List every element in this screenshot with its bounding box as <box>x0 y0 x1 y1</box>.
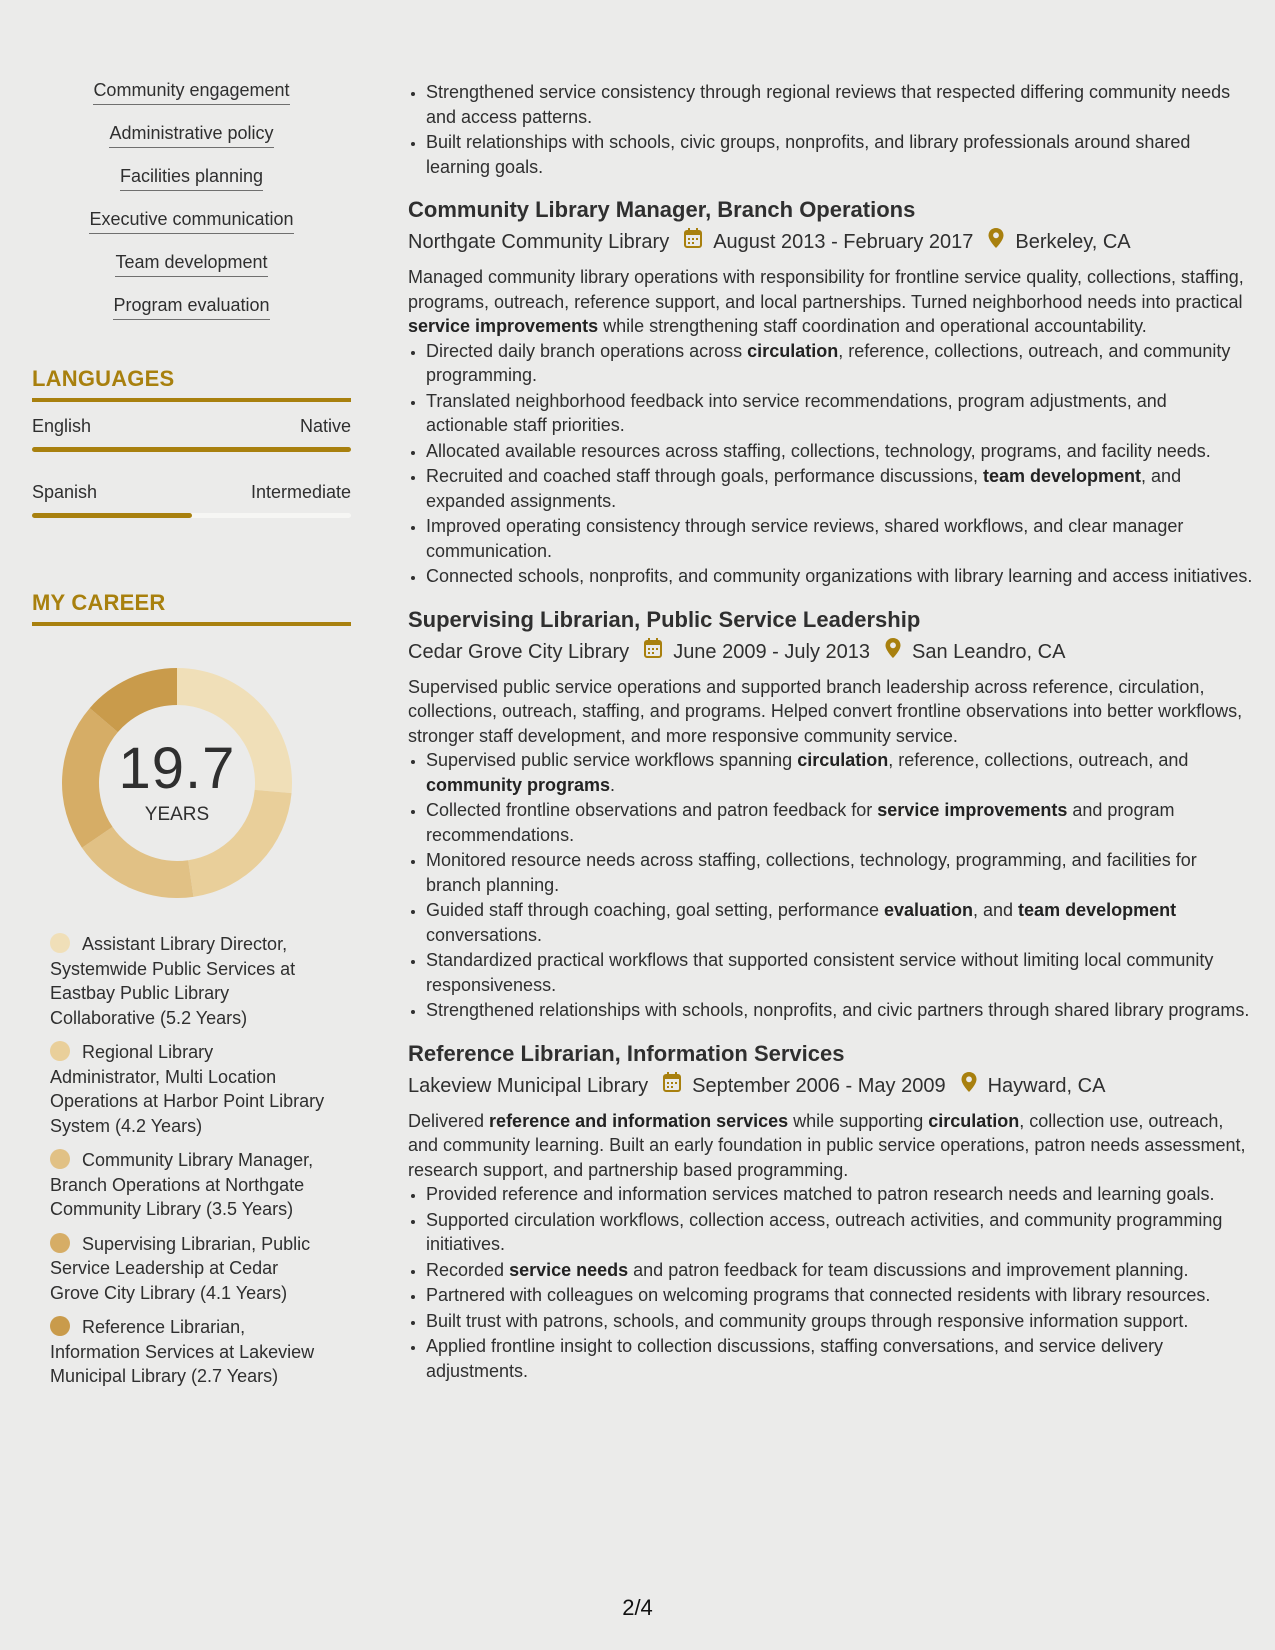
legend-item <box>50 932 325 1030</box>
legend-swatch <box>50 1316 70 1336</box>
bullet-item: • Monitored resource needs across staffing, collections, technology, programming, and facilities for branch planning. <box>426 848 1253 897</box>
location-pin-icon <box>960 1071 978 1101</box>
bullet-item: • Partnered with colleagues on welcoming programs that connected residents with library resources. <box>426 1283 1253 1308</box>
bullet-item: • Built trust with patrons, schools, and community groups through responsive information support. <box>426 1309 1253 1334</box>
job-bullets <box>408 339 1253 589</box>
legend-label: Community Library Manager, Branch Operations at Northgate Community Library (3.5 Years) <box>50 1150 314 1219</box>
bullet-item: • Recruited and coached staff through goals, performance discussions, team development, and expanded assignments. <box>426 464 1253 513</box>
intro-bullets <box>408 80 1253 179</box>
location-pin-icon <box>987 227 1005 257</box>
job-bullets <box>408 748 1253 1023</box>
language-bar <box>32 447 351 452</box>
job-entry <box>408 195 1253 589</box>
calendar-icon <box>683 227 703 257</box>
skill-item <box>32 123 351 148</box>
job-title: Supervising Librarian, Public Service Leadership <box>408 606 921 632</box>
bullet-item: • Strengthened service consistency through regional reviews that respected differing community needs and access patterns. <box>426 80 1253 129</box>
skill-item <box>32 252 351 277</box>
bullet-item: • Directed daily branch operations across circulation, reference, collections, outreach, and community programming. <box>426 339 1253 388</box>
skill-item <box>32 166 351 191</box>
job-title: Community Library Manager, Branch Operations <box>408 197 916 222</box>
bullet-item: • Allocated available resources across staffing, collections, technology, programs, and facility needs. <box>426 439 1253 464</box>
bullet-item: • Supervised public service workflows spanning circulation, reference, collections, outreach, and community programs. <box>426 748 1253 797</box>
job-bullets <box>408 1182 1253 1383</box>
legend-swatch <box>50 1149 70 1169</box>
career-total: 19.7 <box>118 736 236 801</box>
legend-swatch <box>50 1041 70 1061</box>
job-description: Delivered reference and information services while supporting circulation, collection use, outreach, and community learning. Built an early foundation in public service operations, patron needs assessment, research support, and partnership based programming. <box>408 1110 1246 1180</box>
job-location: Hayward, CA <box>987 1074 1106 1097</box>
career-heading: MY CAREER <box>32 590 351 626</box>
legend-label: Reference Librarian, Information Services at Lakeview Municipal Library (2.7 Years) <box>50 1317 315 1386</box>
job-title: Reference Librarian, Information Services <box>408 1040 845 1066</box>
job-dates: September 2006 - May 2009 <box>692 1074 946 1097</box>
legend-item <box>50 1148 325 1222</box>
sidebar <box>32 80 351 1399</box>
skill-label: Facilities planning <box>120 166 263 191</box>
legend-item <box>50 1232 325 1306</box>
job-org: Cedar Grove City Library <box>408 640 630 663</box>
location-pin-icon <box>884 637 902 667</box>
career-unit: YEARS <box>144 804 210 825</box>
career-legend <box>50 932 325 1389</box>
bullet-item: • Guided staff through coaching, goal setting, performance evaluation, and team development conversations. <box>426 898 1253 947</box>
job-description: Supervised public service operations and supported branch leadership across reference, circulation, collections, outreach, staffing, and programs. Helped convert frontline observations into better workflows, stronger staff development, and more responsive community service. <box>408 676 1243 746</box>
language-level: Native <box>299 416 351 436</box>
bullet-item: • Supported circulation workflows, collection access, outreach activities, and community programming initiatives. <box>426 1208 1253 1257</box>
legend-swatch <box>50 1233 70 1253</box>
language-name: English <box>32 416 92 436</box>
bullet-item: • Collected frontline observations and patron feedback for service improvements and program recommendations. <box>426 798 1253 847</box>
legend-label: Assistant Library Director, Systemwide Public Services at Eastbay Public Library Collaborative (5.2 Years) <box>50 934 296 1028</box>
job-location: Berkeley, CA <box>1015 231 1131 253</box>
job-meta <box>408 637 1253 667</box>
job-location: San Leandro, CA <box>912 640 1066 663</box>
bullet-item: • Strengthened relationships with schools, nonprofits, and civic partners through shared library programs. <box>426 998 1253 1023</box>
job-meta <box>408 227 1253 257</box>
skills-list <box>32 80 351 320</box>
language-bar-fill <box>32 513 192 518</box>
skill-label: Program evaluation <box>113 295 269 320</box>
calendar-icon <box>643 637 663 667</box>
calendar-icon <box>662 1071 682 1101</box>
language-item <box>32 482 351 518</box>
skill-item <box>32 209 351 234</box>
bullet-item: • Recorded service needs and patron feedback for team discussions and improvement planning. <box>426 1258 1253 1283</box>
skill-item <box>32 295 351 320</box>
job-dates: August 2013 - February 2017 <box>713 231 974 253</box>
bullet-item: • Standardized practical workflows that supported consistent service without limiting local community responsiveness. <box>426 948 1253 997</box>
language-item <box>32 416 351 452</box>
bullet-item: • Improved operating consistency through service reviews, shared workflows, and clear manager communication. <box>426 514 1253 563</box>
job-meta <box>408 1071 1253 1101</box>
skill-label: Community engagement <box>93 80 289 105</box>
language-bar <box>32 513 351 518</box>
language-bar-fill <box>32 447 351 452</box>
skill-label: Team development <box>115 252 267 277</box>
jobs-list <box>408 195 1253 1383</box>
job-org: Lakeview Municipal Library <box>408 1074 649 1097</box>
bullet-item: • Built relationships with schools, civic groups, nonprofits, and library professionals around shared learning goals. <box>426 130 1253 179</box>
job-description: Managed community library operations with responsibility for frontline service quality, collections, staffing, programs, outreach, reference support, and local partnerships. Turned neighborhood needs into practical service improvements while strengthening staff coordination and operational accountability. <box>408 267 1244 336</box>
skill-label: Administrative policy <box>109 123 273 148</box>
legend-label: Regional Library Administrator, Multi Location Operations at Harbor Point Library System (4.2 Years) <box>50 1042 325 1136</box>
job-dates: June 2009 - July 2013 <box>673 640 870 663</box>
career-donut <box>62 668 292 898</box>
legend-item <box>50 1040 325 1138</box>
legend-swatch <box>50 933 70 953</box>
bullet-item: • Connected schools, nonprofits, and community organizations with library learning and access initiatives. <box>426 564 1253 589</box>
bullet-item: • Provided reference and information services matched to patron research needs and learning goals. <box>426 1182 1253 1207</box>
skill-label: Executive communication <box>89 209 293 234</box>
legend-item <box>50 1315 325 1389</box>
bullet-item: • Applied frontline insight to collection discussions, staffing conversations, and service delivery adjustments. <box>426 1334 1253 1383</box>
page-number: 2/4 <box>622 1595 653 1620</box>
main-content <box>408 80 1253 1384</box>
skill-item <box>32 80 351 105</box>
languages-heading: LANGUAGES <box>32 366 351 402</box>
job-entry <box>408 1039 1253 1384</box>
job-org: Northgate Community Library <box>408 231 670 253</box>
job-entry <box>408 605 1253 1023</box>
bullet-item: • Translated neighborhood feedback into service recommendations, program adjustments, and actionable staff priorities. <box>426 389 1253 438</box>
legend-label: Supervising Librarian, Public Service Leadership at Cedar Grove City Library (4.1 Years) <box>50 1233 311 1303</box>
language-level: Intermediate <box>250 482 351 502</box>
language-name: Spanish <box>32 482 98 502</box>
